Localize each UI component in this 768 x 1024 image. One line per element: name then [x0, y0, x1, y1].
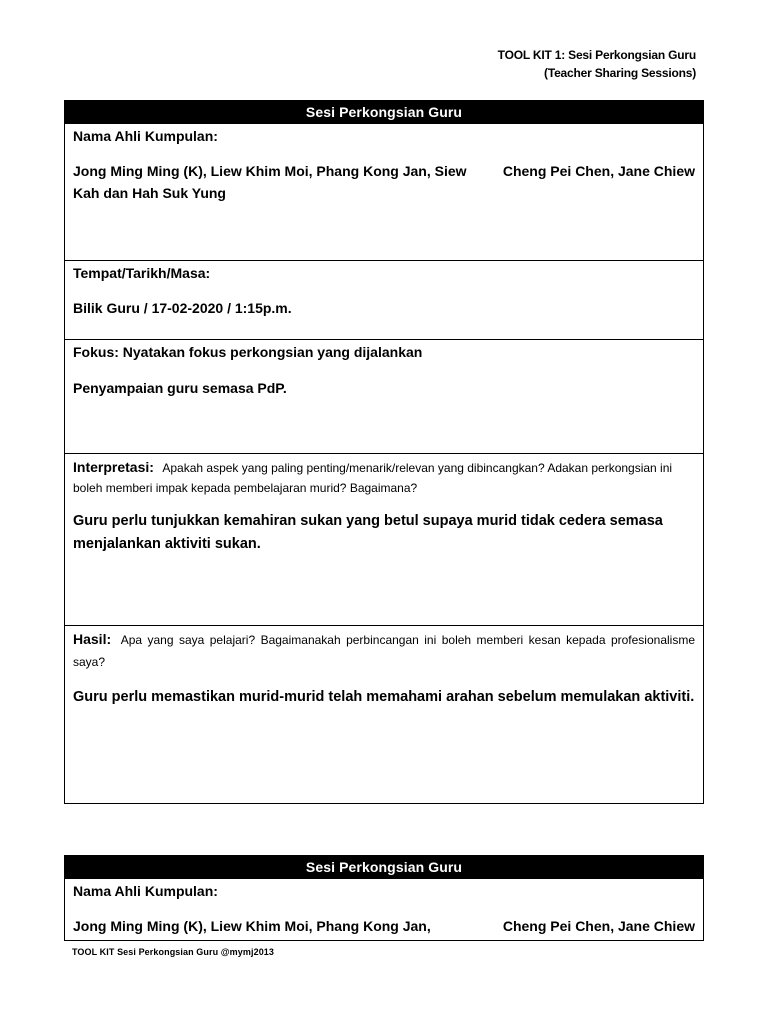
page-footer: TOOL KIT Sesi Perkongsian Guru @mymj2013: [72, 947, 275, 957]
interpretation-section: [65, 453, 703, 625]
venue-value: Bilik Guru / 17-02-2020 / 1:15p.m.: [73, 300, 292, 316]
sharing-session-form: [64, 100, 704, 804]
members-names-extra: Cheng Pei Chen, Jane Chiew: [502, 163, 695, 179]
members-label: Nama Ahli Kumpulan:: [73, 128, 218, 144]
members-section: [65, 878, 703, 940]
venue-label: Tempat/Tarikh/Masa:: [73, 265, 211, 281]
sharing-session-form-continued: [64, 855, 704, 941]
interpretation-heading: [73, 457, 695, 498]
form-title: Sesi Perkongsian Guru: [65, 101, 703, 123]
members-row: [73, 915, 695, 937]
members-names: Jong Ming Ming (K), Liew Khim Moi, Phang Kong Jan, Siew Kah dan Hah Suk Yung: [73, 163, 467, 201]
interpretation-value: Guru perlu tunjukkan kemahiran sukan yang betul supaya murid tidak cedera semasa menjalankan aktiviti sukan.: [73, 513, 663, 552]
focus-section: [65, 339, 703, 453]
members-row: [73, 160, 695, 204]
focus-prompt: Nyatakan fokus perkongsian yang dijalankan: [122, 344, 423, 360]
toolkit-header: [498, 46, 696, 82]
toolkit-header-line2: (Teacher Sharing Sessions): [544, 66, 696, 80]
result-heading: [73, 629, 695, 673]
result-section: [65, 625, 703, 803]
venue-section: [65, 260, 703, 339]
form-title: Sesi Perkongsian Guru: [65, 856, 703, 878]
result-value: Guru perlu memastikan murid-murid telah memahami arahan sebelum memulakan aktiviti.: [73, 689, 695, 705]
focus-value: Penyampaian guru semasa PdP.: [73, 380, 287, 396]
interpretation-label: Interpretasi:: [73, 459, 154, 475]
members-names-extra: Cheng Pei Chen, Jane Chiew: [502, 918, 695, 934]
toolkit-header-line1: TOOL KIT 1: Sesi Perkongsian Guru: [497, 48, 696, 62]
focus-label: Fokus:: [73, 344, 119, 360]
members-names: Jong Ming Ming (K), Liew Khim Moi, Phang Kong Jan,: [73, 918, 431, 934]
focus-heading: [73, 344, 695, 360]
result-label: Hasil:: [73, 631, 112, 647]
result-prompt: Apa yang saya pelajari? Bagaimanakah perbincangan ini boleh memberi kesan kepada profesionalisme saya?: [73, 633, 695, 669]
members-label: Nama Ahli Kumpulan:: [73, 883, 218, 899]
interpretation-prompt: Apakah aspek yang paling penting/menarik/relevan yang dibincangkan? Adakan perkongsian ini boleh memberi impak kepada pembelajaran murid? Bagaimana?: [73, 461, 673, 495]
members-section: [65, 123, 703, 260]
